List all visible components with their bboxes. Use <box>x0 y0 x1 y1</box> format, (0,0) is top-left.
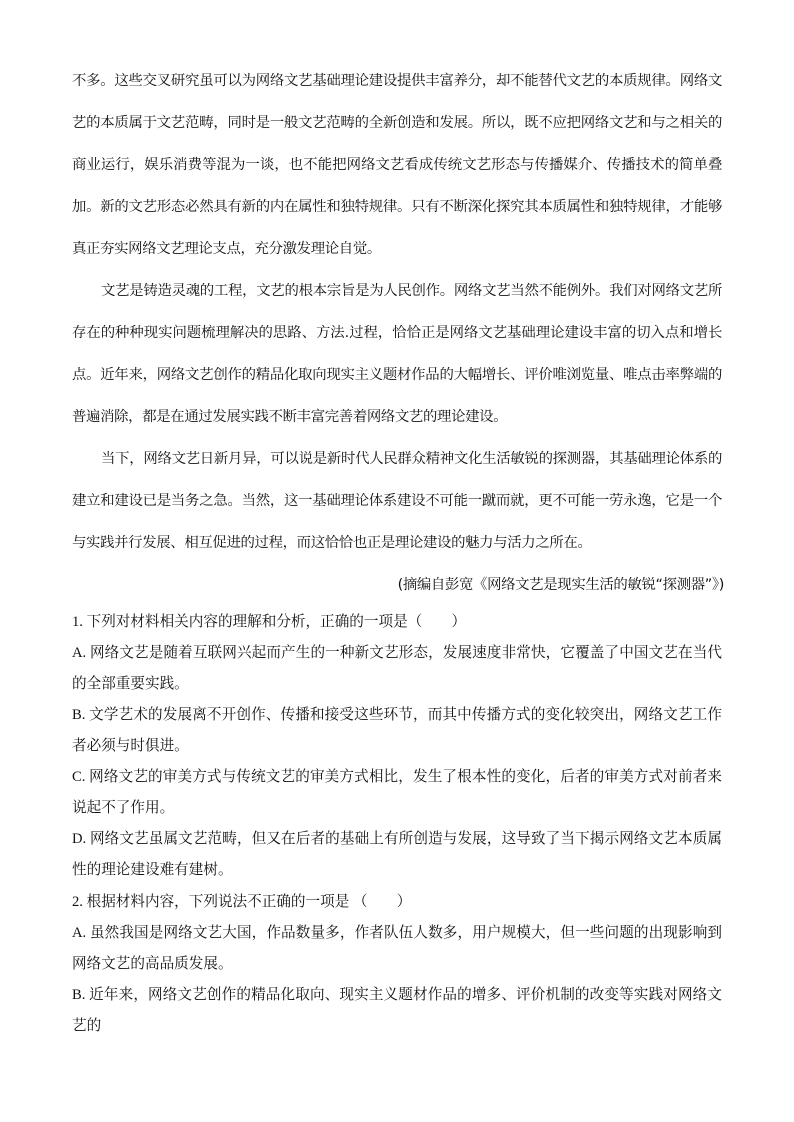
question-2-option-a: A. 虽然我国是网络文艺大国，作品数量多，作者队伍人数多，用户规模大，但一些问题的出现影响到网络文艺的高品质发展。 <box>72 925 722 972</box>
question-2-stem: 2. 根据材料内容，下列说法不正确的一项是 （ ） <box>72 894 412 910</box>
passage-paragraph-1: 不多。这些交叉研究虽可以为网络文艺基础理论建设提供丰富养分，却不能替代文艺的本质规律。网络文艺的本质属于文艺范畴，同时是一般文艺范畴的全新创造和发展。所以，既不应把网络文艺和与之相关的商业运行，娱乐消费等混为一谈，也不能把网络文艺看成传统文艺形态与传播媒介、传播技术的简单叠加。新的文艺形态必然具有新的内在属性和独特规律。只有不断深化探究其本质属性和独特规律，才能够真正夯实网络文艺理论支点，充分激发理论自觉。 <box>72 73 722 257</box>
question-1-option-b: B. 文学艺术的发展离不开创作、传播和接受这些环节，而其中传播方式的变化较突出，网络文艺工作者必须与时俱进。 <box>72 707 722 754</box>
question-2 <box>72 887 722 1042</box>
document-page <box>72 60 722 1042</box>
question-1 <box>72 607 722 886</box>
passage-paragraph-2: 文艺是铸造灵魂的工程，文艺的根本宗旨是为人民创作。网络文艺当然不能例外。我们对网络文艺所存在的种种现实问题梳理解决的思路、方法.过程，恰恰正是网络文艺基础理论建设丰富的切入点和增长点。近年来，网络文艺创作的精品化取向现实主义题材作品的大幅增长、评价唯浏览量、唯点击率弊端的普遍消除，都是在通过发展实践不断丰富完善着网络文艺的理论建设。 <box>72 283 722 425</box>
question-1-stem: 1. 下列对材料相关内容的理解和分析，正确的一项是（ ） <box>72 614 467 630</box>
passage-source: (摘编自彭宽《网络文艺是现实生活的敏锐“探测器”》) <box>397 577 724 593</box>
passage-paragraph-3: 当下，网络文艺日新月异，可以说是新时代人民群众精神文化生活敏锐的探测器，其基础理论体系的建立和建设已是当务之急。当然，这一基础理论体系建设不可能一蹴而就，更不可能一劳永逸，它是一个与实践并行发展、相互促进的过程，而这恰恰也正是理论建设的魅力与活力之所在。 <box>72 451 722 551</box>
reading-passage <box>72 60 722 606</box>
question-2-option-b: B. 近年来，网络文艺创作的精品化取向、现实主义题材作品的增多、评价机制的改变等实践对网络文艺的 <box>72 987 722 1034</box>
question-1-option-d: D. 网络文艺虽属文艺范畴，但又在后者的基础上有所创造与发展，这导致了当下揭示网络文艺本质属性的理论建设难有建树。 <box>72 831 722 878</box>
question-1-option-a: A. 网络文艺是随着互联网兴起而产生的一种新文艺形态，发展速度非常快，它覆盖了中国文艺在当代的全部重要实践。 <box>72 645 722 692</box>
question-1-option-c: C. 网络文艺的审美方式与传统文艺的审美方式相比，发生了根本性的变化，后者的审美方式对前者来说起不了作用。 <box>72 769 722 816</box>
